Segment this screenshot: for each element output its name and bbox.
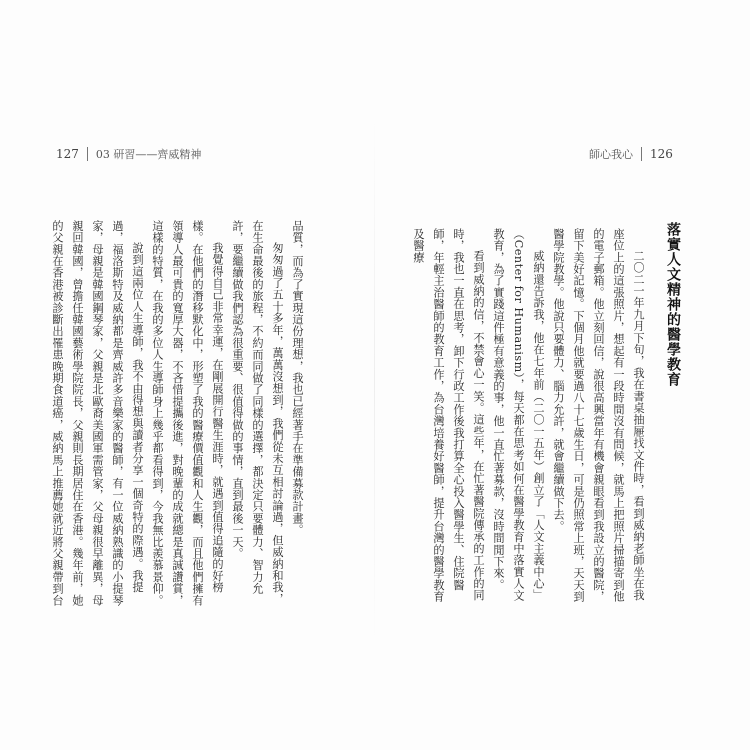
paragraph: 看到威納的信，不禁會心一笑。這些年，在忙著醫院傳承的工作的同時，我也一直在思考，卸下行政工作後我打算全心投入醫學生、住院醫師，年輕主治醫師的教育工作，為台灣培養好醫師，提升台灣的醫學教育及醫療 [412, 228, 485, 603]
left-header-title: 03 研習——齊威精神 [95, 148, 202, 161]
paragraph: 二〇二一年九月下旬，我在書桌抽屜找文件時，看到威納老師坐在我座位上的這張照片，想起有一段時間沒有問候，就馬上把照片掃描寄到他的電子郵箱。他立刻回信，說很高興當年有機會親眼看到我設立的醫院，留下美好記憶。下個月他就要過八十七歲生日，可是仍照常上班，天天到醫學院教學。他說只要體力、腦力允許，就會繼續做下去。 [552, 228, 645, 603]
right-page-number: 126 [650, 147, 673, 161]
paragraph: 威納還告訴我，他在七年前（二〇一五年）創立了「人文主義中心」（Center for Humanism），每天都在思考如何在醫學教育中落實人文教育，為了實踐這件極有意義的事，他一直忙著募款，沒時間閒下來。 [492, 228, 545, 602]
left-page-number: 127 [56, 147, 79, 161]
section-title: 落實人文精神的醫學教育 [665, 222, 681, 387]
right-running-header [589, 146, 673, 162]
header-divider [87, 147, 88, 161]
right-header-title: 師心我心 [589, 148, 633, 161]
left-running-header [56, 146, 201, 162]
header-divider [641, 147, 642, 161]
left-body-text [52, 220, 307, 610]
right-body-text [412, 228, 648, 610]
paragraph: 我覺得自己非常幸運，在剛展開行醫生涯時，就遇到值得追隨的好榜樣。在他們的潛移默化中，形塑了我的醫療價值觀和人生觀，而且他們擁有領導人最可貴的寬厚大器，不吝惜提攜後進，對晚輩的成就總是真誠讚賞，這樣的特質，在我的多位人生導師身上幾乎都看得到，今我無比羨慕景仰。 [151, 220, 224, 607]
paragraph: 說到這兩位人生導師，我不由得想與讀者分享一個奇特的際遇。我提過，福洛斯特及威納都是齊威許多音樂家的醫師，有一位威納熟識的小提琴家，母親是韓國鋼琴家，父親是北歐裔美國軍需管家，父母親很早離異，母親回韓國，曾擔任韓國藝術學院院長，父親則長期居住在香港。幾年前，她的父親在香港被診斷出罹患晚期食道癌，威納馬上推薦她就近將父親帶到台 [51, 220, 144, 607]
paragraph: 匆匆過了五十多年，萬萬沒想到，我們從未互相討論過，但威納和我，在生命最後的旅程，不約而同做了同樣的選擇，都決定只要體力、智力允許，要繼續做我們認為很重要、很值得做的事情，直到最後一天。 [231, 220, 284, 606]
paragraph: 品質，而為了實現這份理想，我也已經著手在準備募款計畫。 [291, 220, 304, 536]
